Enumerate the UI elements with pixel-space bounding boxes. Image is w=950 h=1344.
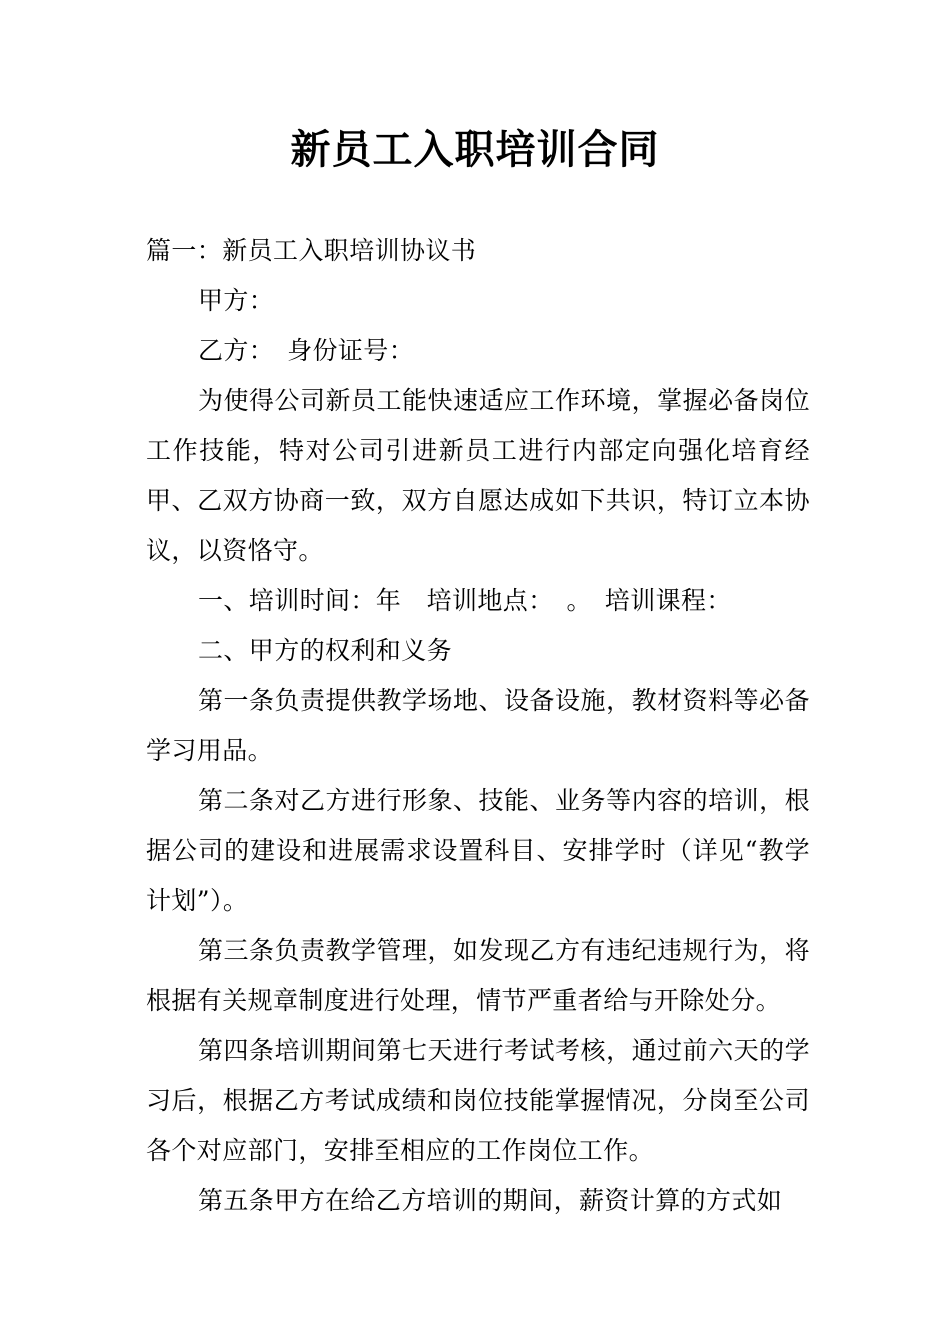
document-body (146, 226, 810, 1226)
section-heading: 篇一：新员工入职培训协议书 (146, 236, 477, 265)
party-b-line: 乙方： 身份证号： (198, 336, 415, 365)
party-a-line: 甲方： (198, 286, 275, 315)
document-title: 新员工入职培训合同 (290, 127, 660, 173)
article-3: 第三条负责教学管理，如发现乙方有违纪违规行为，将根据有关规章制度进行处理，情节严重者给与开除处分。 (146, 936, 810, 1015)
article-2: 第二条对乙方进行形象、技能、业务等内容的培训，根据公司的建设和进展需求设置科目、安排学时（详见“教学计划”）。 (146, 786, 810, 915)
preamble-paragraph: 为使得公司新员工能快速适应工作环境，掌握必备岗位工作技能，特对公司引进新员工进行内部定向强化培育经甲、乙双方协商一致，双方自愿达成如下共识，特订立本协议，以资恪守。 (146, 386, 810, 565)
training-info-line: 一、培训时间：年 培训地点： 。 培训课程： (198, 586, 732, 615)
article-5: 第五条甲方在给乙方培训的期间，薪资计算的方式如 (198, 1186, 783, 1215)
article-4: 第四条培训期间第七天进行考试考核，通过前六天的学习后，根据乙方考试成绩和岗位技能掌握情况，分岗至公司各个对应部门，安排至相应的工作岗位工作。 (146, 1036, 810, 1165)
article-1: 第一条负责提供教学场地、设备设施，教材资料等必备学习用品。 (146, 686, 810, 765)
party-a-rights-heading: 二、甲方的权利和义务 (198, 636, 453, 665)
